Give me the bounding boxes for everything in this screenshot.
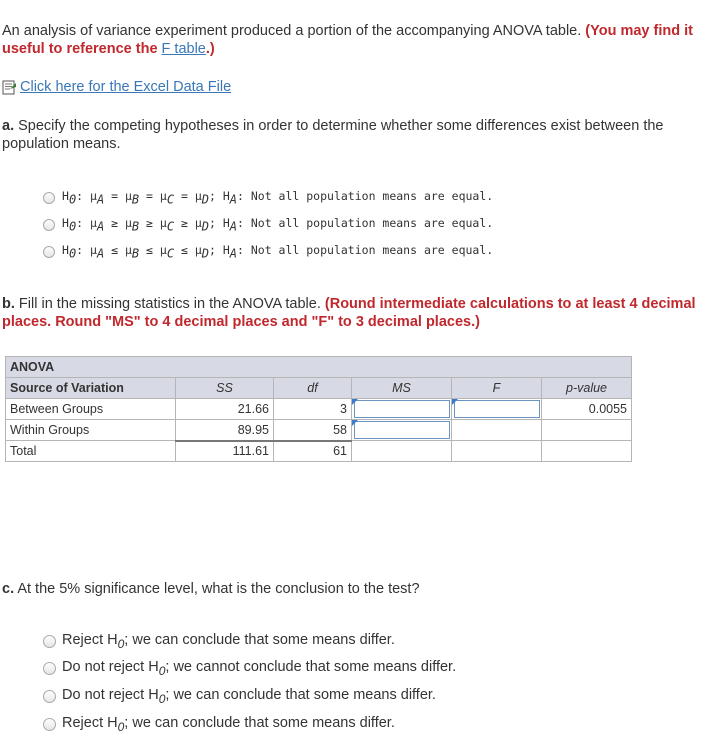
header-ss: SS [176, 378, 274, 399]
source-cell: Within Groups [6, 420, 176, 441]
part-a-question: a. Specify the competing hypotheses in order to determine whether some differences exist between the population means. [2, 118, 664, 152]
radio-button[interactable] [43, 690, 56, 703]
radio-button[interactable] [43, 192, 55, 204]
source-cell: Total [6, 441, 176, 462]
hypothesis-option-2[interactable]: $H_0$: $\mu_A \ge \mu_B \ge \mu_C \ge \mu_D$; $H_A$: Not all population means are equal. [43, 216, 493, 233]
table-row-total [6, 441, 632, 462]
anova-title: ANOVA [6, 357, 632, 378]
excel-data-link[interactable] [2, 79, 231, 95]
f-table-link[interactable]: F table [161, 41, 206, 57]
radio-button[interactable] [43, 662, 56, 675]
ms-within-input[interactable] [352, 420, 452, 441]
anova-header-row [6, 378, 632, 399]
df-cell: 61 [274, 441, 352, 462]
conclusion-option-1[interactable]: Reject $H_0$; we can conclude that some means differ. [43, 632, 395, 651]
intro-note: (You may find it useful to reference the F table.) [2, 23, 693, 57]
part-c-text: At the 5% significance level, what is the conclusion to the test? [17, 581, 420, 597]
part-b-question: b. Fill in the missing statistics in the ANOVA table. (Round intermediate calculations to at least 4 decimal places. Round "MS" to 4 decimal places and "F" to 3 decimal places.) [2, 296, 696, 330]
header-df: df [274, 378, 352, 399]
df-cell: 58 [274, 420, 352, 441]
header-ms: MS [352, 378, 452, 399]
hypothesis-option-1[interactable]: $H_0$: $\mu_A = \mu_B = \mu_C = \mu_D$; $H_A$: Not all population means are equal. [43, 189, 493, 206]
conclusion-option-4[interactable]: Reject $H_0$; we can conclude that some means differ. [43, 715, 395, 734]
excel-link-text[interactable]: Click here for the Excel Data File [20, 79, 232, 95]
table-row-within [6, 420, 632, 441]
conclusion-option-2[interactable]: Do not reject $H_0$; we cannot conclude that some means differ. [43, 659, 456, 678]
radio-button[interactable] [43, 246, 55, 258]
ss-cell: 111.61 [176, 441, 274, 462]
excel-file-icon [2, 80, 17, 95]
hypothesis-option-3[interactable]: $H_0$: $\mu_A \le \mu_B \le \mu_C \le \mu_D$; $H_A$: Not all population means are equal. [43, 243, 493, 260]
ms-between-input[interactable] [352, 399, 452, 420]
part-c-question: c. At the 5% significance level, what is the conclusion to the test? [2, 581, 420, 597]
table-row-between [6, 399, 632, 420]
ss-cell: 21.66 [176, 399, 274, 420]
f-input[interactable] [452, 399, 542, 420]
question-intro [2, 22, 710, 58]
header-p-value: p-value [542, 378, 632, 399]
rounding-instruction: (Round intermediate calculations to at least 4 decimal places. Round "MS" to 4 decimal places and "F" to 3 decimal places.) [2, 296, 696, 330]
conclusion-option-3[interactable]: Do not reject $H_0$; we can conclude that some means differ. [43, 687, 436, 706]
anova-table [5, 356, 632, 462]
part-a-text: Specify the competing hypotheses in order to determine whether some differences exist between the population means. [2, 118, 664, 152]
radio-button[interactable] [43, 718, 56, 731]
ss-cell: 89.95 [176, 420, 274, 441]
df-cell: 3 [274, 399, 352, 420]
header-f: F [452, 378, 542, 399]
header-source: Source of Variation [6, 378, 176, 399]
p-value-cell: 0.0055 [542, 399, 632, 420]
source-cell: Between Groups [6, 399, 176, 420]
intro-text: An analysis of variance experiment produced a portion of the accompanying ANOVA table. [2, 23, 586, 39]
radio-button[interactable] [43, 635, 56, 648]
radio-button[interactable] [43, 219, 55, 231]
